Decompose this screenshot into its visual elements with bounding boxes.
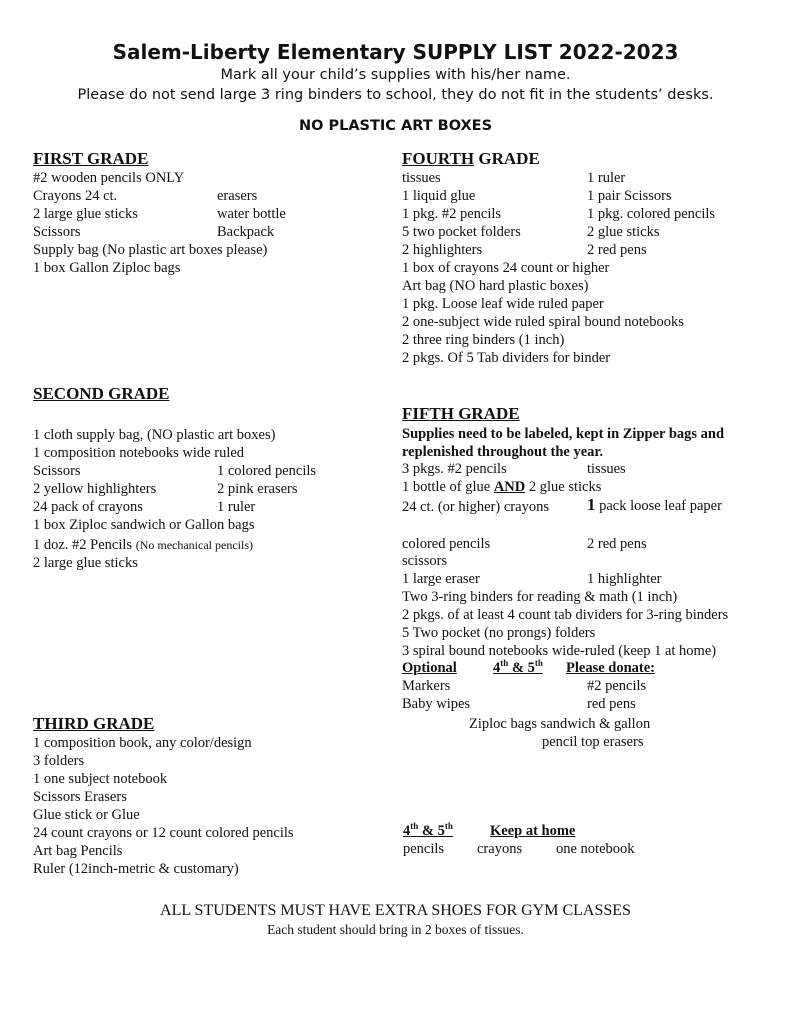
- second-grade-item: 24 pack of crayons: [33, 499, 143, 515]
- first-grade-item: Supply bag (No plastic art boxes please): [33, 242, 268, 258]
- second-grade-heading: SECOND GRADE: [33, 384, 170, 403]
- fifth-note-line1: Supplies need to be labeled, kept in Zipper bags and: [402, 426, 725, 442]
- keep-home-label: Keep at home: [490, 823, 576, 839]
- fifth-red-pens: 2 red pens: [587, 536, 647, 552]
- optional-item: Baby wipes: [402, 696, 471, 712]
- second-grade-item: Scissors: [33, 463, 81, 479]
- first-grade-item: Backpack: [217, 224, 275, 240]
- fourth-grade-item: 1 liquid glue: [402, 188, 476, 204]
- name-instruction: Mark all your child’s supplies with his/her name.: [220, 67, 571, 83]
- fourth-grade-item: tissues: [402, 170, 441, 186]
- fourth-grade-item: 2 pkgs. Of 5 Tab dividers for binder: [402, 350, 611, 366]
- fourth-grade-item: 1 pkg. Loose leaf wide ruled paper: [402, 296, 604, 312]
- fifth-pencils: 3 pkgs. #2 pencils: [402, 461, 507, 477]
- page-title: Salem-Liberty Elementary SUPPLY LIST 2022-2023: [112, 40, 679, 64]
- fifth-grade-item: 5 Two pocket (no prongs) folders: [402, 625, 596, 641]
- third-grade-item: 3 folders: [33, 753, 85, 769]
- first-grade-item: #2 wooden pencils ONLY: [33, 170, 185, 186]
- third-grade-item: 24 count crayons or 12 count colored pencils: [33, 825, 294, 841]
- second-grade-item: 1 ruler: [217, 499, 256, 515]
- first-grade-item: Crayons 24 ct.: [33, 188, 118, 204]
- donate-label: Please donate:: [566, 660, 655, 676]
- fifth-glue: [402, 478, 601, 496]
- second-grade-item: 1 composition notebooks wide ruled: [33, 445, 245, 461]
- third-grade-item: Scissors Erasers: [33, 789, 127, 805]
- optional-heading: [402, 659, 457, 677]
- glue-a: 1 bottle of glue: [402, 479, 494, 495]
- grade-four: 4: [403, 823, 411, 839]
- keep-home-notebook: one notebook: [556, 841, 635, 857]
- fourth-grade-item: 5 two pocket folders: [402, 224, 521, 240]
- glue-b: 2 glue sticks: [525, 479, 602, 495]
- optional-ziploc: Ziploc bags sandwich & gallon: [469, 716, 651, 732]
- second-grade-item: 1 box Ziploc sandwich or Gallon bags: [33, 517, 255, 533]
- fourth-grade-item: 2 three ring binders (1 inch): [402, 332, 565, 348]
- third-grade-item: Ruler (12inch-metric & customary): [33, 861, 239, 877]
- fifth-highlighter: 1 highlighter: [587, 571, 662, 587]
- paper-text: pack loose leaf paper: [595, 498, 722, 514]
- grade-five: 5: [527, 660, 535, 676]
- keep-home-grades: [403, 822, 473, 840]
- fifth-scissors: scissors: [402, 553, 448, 569]
- second-grade-item: 1 cloth supply bag, (NO plastic art boxes): [33, 427, 276, 443]
- fifth-grade-heading: FIFTH GRADE: [402, 404, 520, 423]
- grade-four: 4: [493, 660, 501, 676]
- third-grade-heading: THIRD GRADE: [33, 714, 155, 733]
- fifth-tissues: tissues: [587, 461, 626, 477]
- keep-home-crayons: crayons: [477, 841, 523, 857]
- fourth-grade-item: 2 red pens: [587, 242, 647, 258]
- fifth-note-line2: replenished throughout the year.: [402, 444, 604, 460]
- first-grade-item: Scissors: [33, 224, 81, 240]
- third-grade-item: Glue stick or Glue: [33, 807, 140, 823]
- fourth-grade-heading: [402, 149, 540, 169]
- fifth-grade-item: 3 spiral bound notebooks wide-ruled (keep 1 at home): [402, 643, 717, 659]
- first-grade-item: erasers: [217, 188, 258, 204]
- fifth-grade-item: Two 3-ring binders for reading & math (1 inch): [402, 589, 678, 605]
- fourth-grade-item: 1 box of crayons 24 count or higher: [402, 260, 610, 276]
- tissues-notice: Each student should bring in 2 boxes of tissues.: [267, 922, 524, 937]
- first-grade-heading: FIRST GRADE: [33, 149, 149, 168]
- optional-label: Optional: [402, 660, 457, 676]
- fourth-grade-item: 2 highlighters: [402, 242, 483, 258]
- second-grade-item: 2 pink erasers: [217, 481, 298, 497]
- fifth-crayons: 24 ct. (or higher) crayons: [402, 499, 549, 515]
- fifth-eraser: 1 large eraser: [402, 571, 480, 587]
- first-grade-item: 2 large glue sticks: [33, 206, 138, 222]
- pencils-text: 1 doz. #2 Pencils: [33, 537, 136, 553]
- ampersand: &: [418, 823, 438, 839]
- ampersand: &: [508, 660, 528, 676]
- third-grade-item: 1 one subject notebook: [33, 771, 168, 787]
- fourth-grade-item: 2 one-subject wide ruled spiral bound notebooks: [402, 314, 684, 330]
- fourth-grade-item: 1 pair Scissors: [587, 188, 672, 204]
- gym-shoes-notice: ALL STUDENTS MUST HAVE EXTRA SHOES FOR GYM CLASSES: [160, 902, 631, 919]
- no-plastic-notice: NO PLASTIC ART BOXES: [298, 118, 493, 134]
- grade-word: GRADE: [474, 149, 540, 168]
- third-grade-item: 1 composition book, any color/design: [33, 735, 252, 751]
- fourth-grade-item: 1 pkg. colored pencils: [587, 206, 716, 222]
- second-grade-item: 1 colored pencils: [217, 463, 317, 479]
- second-grade-pencils: [33, 536, 253, 554]
- grade-five: 5: [437, 823, 445, 839]
- pencils-note: (No mechanical pencils): [135, 538, 253, 552]
- fifth-colored-pencils: colored pencils: [402, 536, 491, 552]
- first-grade-item: water bottle: [217, 206, 286, 222]
- optional-item: #2 pencils: [587, 678, 647, 694]
- paper-count: 1: [587, 495, 596, 514]
- keep-home-pencils: pencils: [403, 841, 445, 857]
- fourth-grade-item: Art bag (NO hard plastic boxes): [402, 278, 589, 294]
- binder-instruction: Please do not send large 3 ring binders to school, they do not fit in the students’ desks.: [77, 87, 714, 103]
- fourth-word: FOURTH: [402, 149, 475, 168]
- glue-and: AND: [493, 479, 526, 495]
- third-grade-item: Art bag Pencils: [33, 843, 123, 859]
- optional-item: Markers: [402, 678, 451, 694]
- th-suffix: th: [534, 658, 543, 669]
- second-grade-glue: 2 large glue sticks: [33, 555, 138, 571]
- first-grade-item: 1 box Gallon Ziploc bags: [33, 260, 181, 276]
- th-suffix: th: [500, 658, 509, 669]
- fourth-grade-item: 2 glue sticks: [587, 224, 660, 240]
- second-grade-item: 2 yellow highlighters: [33, 481, 157, 497]
- th-suffix: th: [410, 821, 419, 832]
- optional-erasers: pencil top erasers: [542, 734, 644, 750]
- fifth-grade-item: 2 pkgs. of at least 4 count tab dividers for 3-ring binders: [402, 607, 729, 623]
- th-suffix: th: [444, 821, 453, 832]
- fourth-grade-item: 1 pkg. #2 pencils: [402, 206, 502, 222]
- optional-grades: [493, 659, 543, 677]
- fourth-grade-item: 1 ruler: [587, 170, 626, 186]
- optional-item: red pens: [587, 696, 636, 712]
- fifth-paper: [587, 496, 722, 515]
